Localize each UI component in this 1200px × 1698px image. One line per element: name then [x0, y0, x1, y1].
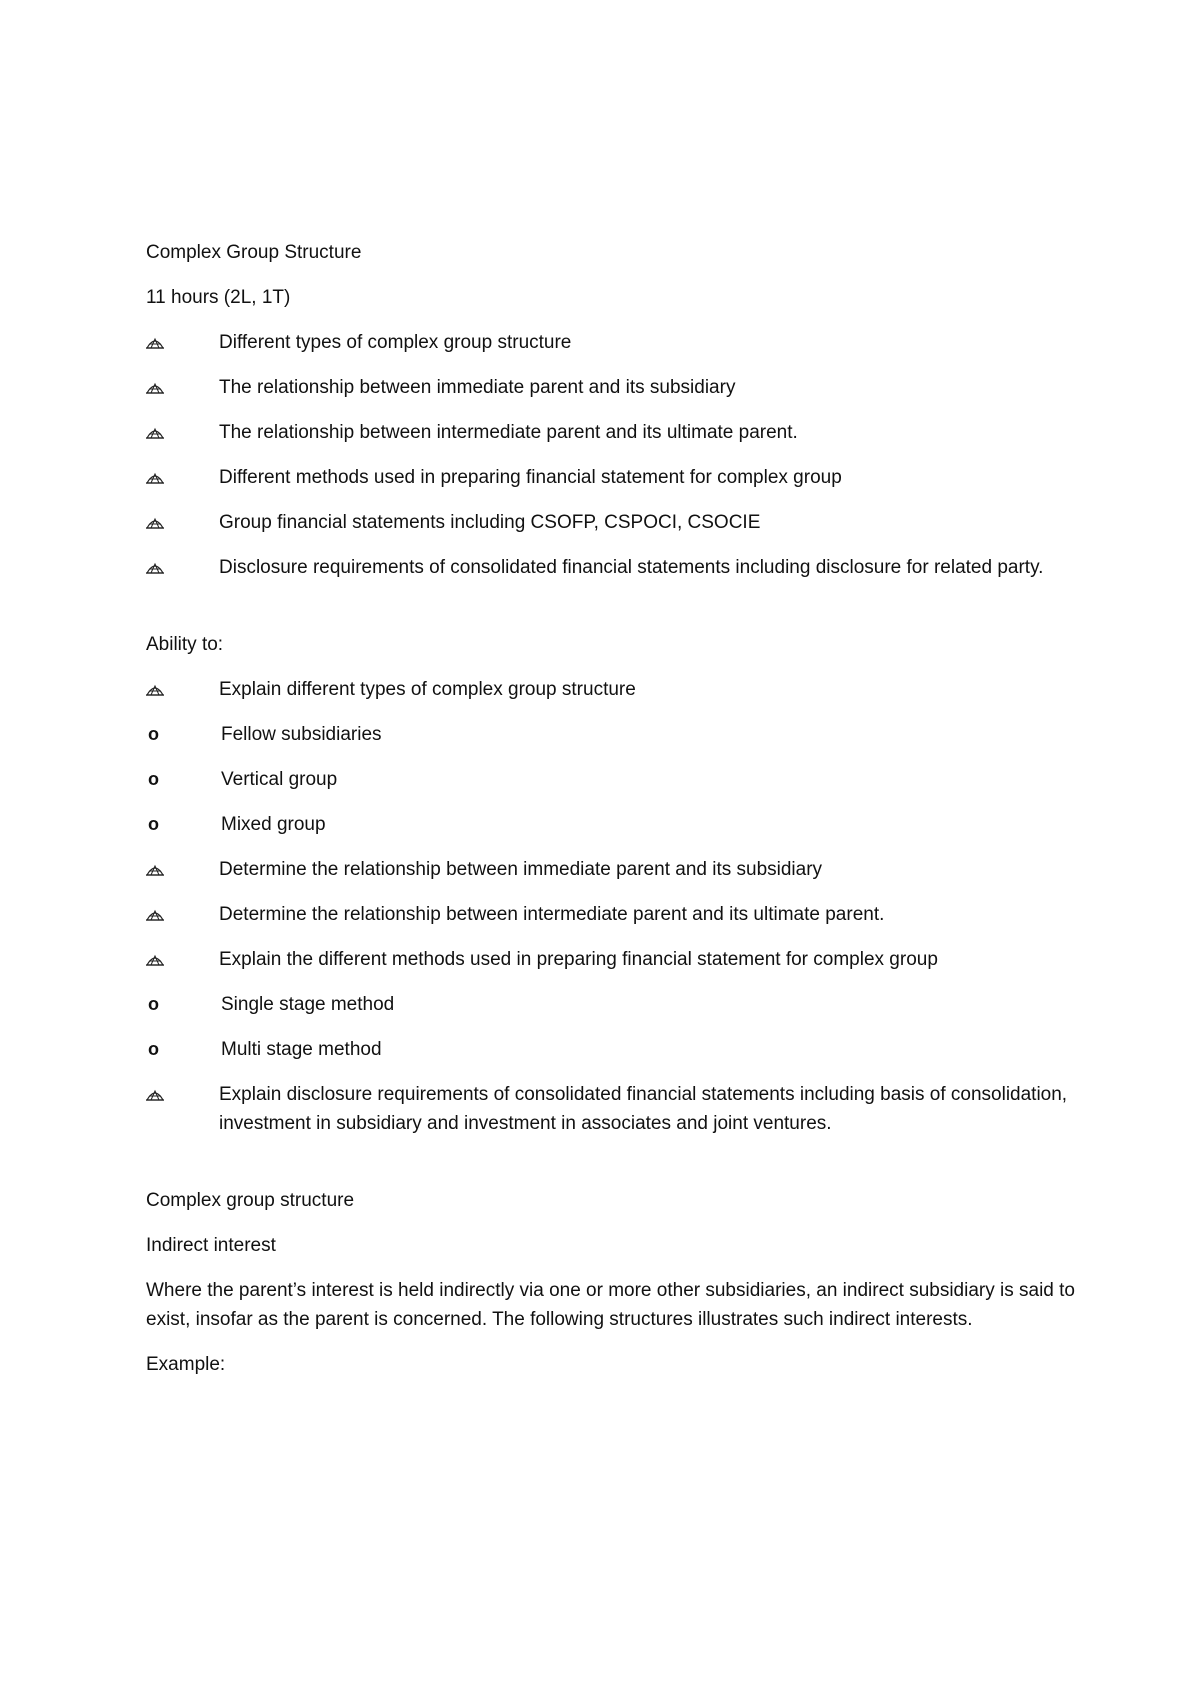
list-item-text: The relationship between intermediate parent and its ultimate parent. — [219, 422, 798, 443]
ability-heading: Ability to: — [146, 634, 224, 655]
list-item — [146, 463, 1076, 492]
list-item — [146, 720, 1076, 749]
list-item-text: Different methods used in preparing financial statement for complex group — [219, 467, 842, 488]
list-item-text: Explain different types of complex group structure — [219, 679, 636, 700]
list-item — [146, 1080, 1076, 1138]
list-item — [146, 1035, 1076, 1064]
list-item — [146, 900, 1076, 929]
sub-bullet-marker: o — [148, 1039, 159, 1059]
bullet-icon — [146, 900, 219, 929]
sub-bullet-marker: o — [148, 769, 159, 789]
bullet-icon — [146, 675, 219, 704]
bullet-icon — [146, 463, 219, 492]
document-content — [146, 238, 1076, 1395]
spacer — [146, 598, 1076, 630]
list-item — [146, 945, 1076, 974]
bullet-icon — [146, 508, 219, 537]
list-item-text: The relationship between immediate parent and its subsidiary — [219, 377, 736, 398]
list-item-text: Mixed group — [221, 814, 326, 835]
list-item-text: Fellow subsidiaries — [221, 724, 382, 745]
sub-bullet-marker: o — [148, 724, 159, 744]
list-item — [146, 553, 1076, 582]
list-item-text: Group financial statements including CSOFP, CSPOCI, CSOCIE — [219, 512, 761, 533]
list-item-text: Multi stage method — [221, 1039, 382, 1060]
list-item — [146, 990, 1076, 1019]
list-item — [146, 855, 1076, 884]
ability-list — [146, 675, 1076, 1138]
list-item-text: Explain disclosure requirements of consolidated financial statements including basis of consolidation, investment in subsidiary and investment in associates and joint ventures. — [219, 1084, 1068, 1134]
spacer — [146, 1154, 1076, 1186]
bullet-icon — [146, 418, 219, 447]
example-label: Example: — [146, 1354, 226, 1375]
list-item-text: Vertical group — [221, 769, 338, 790]
list-item-text: Determine the relationship between immediate parent and its subsidiary — [219, 859, 823, 880]
bullet-icon — [146, 373, 219, 402]
bullet-icon — [146, 855, 219, 884]
bullet-icon — [146, 328, 219, 357]
bullet-icon — [146, 945, 219, 974]
list-item-text: Single stage method — [221, 994, 395, 1015]
list-item-text: Different types of complex group structure — [219, 332, 572, 353]
list-item — [146, 765, 1076, 794]
bullet-icon — [146, 1080, 219, 1109]
list-item-text: Disclosure requirements of consolidated financial statements including disclosure for related party. — [219, 557, 1044, 578]
subheading: Indirect interest — [146, 1235, 276, 1256]
list-item — [146, 508, 1076, 537]
list-item-text: Determine the relationship between intermediate parent and its ultimate parent. — [219, 904, 885, 925]
bullet-icon — [146, 553, 219, 582]
list-item — [146, 418, 1076, 447]
list-item — [146, 810, 1076, 839]
sub-bullet-marker: o — [148, 814, 159, 834]
section-heading: Complex group structure — [146, 1190, 355, 1211]
section-title: Complex Group Structure — [146, 242, 362, 263]
list-item-text: Explain the different methods used in preparing financial statement for complex group — [219, 949, 938, 970]
list-item — [146, 675, 1076, 704]
list-item — [146, 373, 1076, 402]
hours-line: 11 hours (2L, 1T) — [146, 287, 291, 308]
topics-list — [146, 328, 1076, 582]
sub-bullet-marker: o — [148, 994, 159, 1014]
list-item — [146, 328, 1076, 357]
body-paragraph: Where the parent’s interest is held indirectly via one or more other subsidiaries, an indirect subsidiary is said to exist, insofar as the parent is concerned. The following structures illustrates such indirect interests. — [146, 1280, 1075, 1330]
